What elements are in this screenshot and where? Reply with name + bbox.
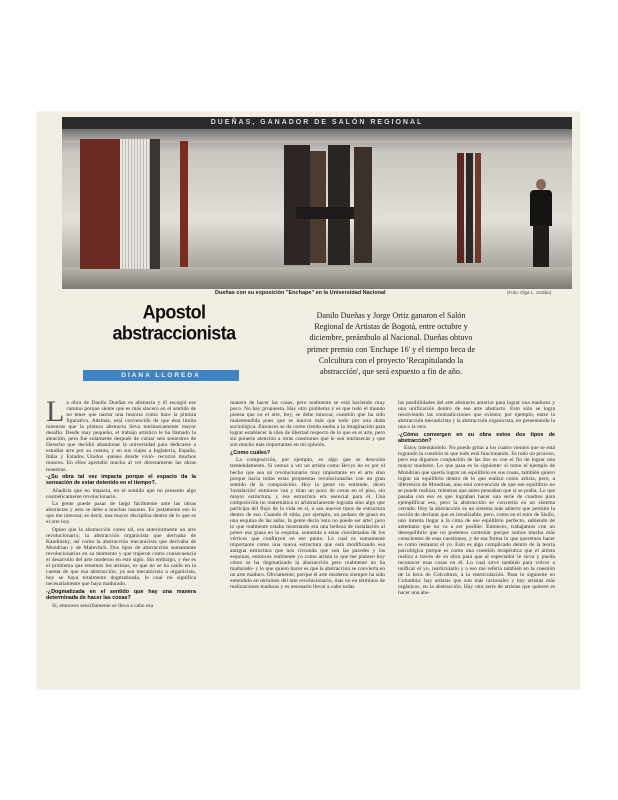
photo-caption: Dueñas con su exposición "Enchape" en la Universidad Nacional [215, 290, 386, 296]
deck-summary: Danilo Dueñas y Jorge Ortiz ganaron el Salón Regional de Artistas de Bogotá, entre octubre y diciembre, preámbulo al Nacional. Dueñas obtuvo primer premio con 'Enchape 16' y el tiempo beca de Colcultura con el proyecto 'Recapitulando la abstracción', que será expuesto a fin de año. [306, 311, 476, 377]
column-1 [46, 400, 196, 688]
artwork-right-strip-3 [475, 153, 481, 263]
paragraph: La gente puede pasar de largo fácilmente ante las obras abstractas y esto se debe a muchas razones. Es justamente eso lo que me interesa; es decir, una mayor disciplina dentro de lo que es el arte hoy. [46, 501, 196, 526]
artwork-white-panel [120, 139, 150, 269]
artist-legs [533, 225, 549, 267]
headline-line-2: abstraccionista [112, 321, 236, 344]
paragraph: Añadiría que no impacta, en el sentido que no presento algo cosméticamente revolucionario. [46, 487, 196, 500]
paragraph [46, 400, 196, 473]
column-3 [398, 400, 555, 688]
drop-cap: L [46, 400, 65, 428]
paragraph: Opino que la abstracción como tal, era anteriormente un arte revolucionario; la abstracción organicista que derivaba de Kandinsky, así como la abstracción mecanicista que derivaba de Mondrian y de Malevitch. Dos tipos de abstracción sumamente revolucionarios en su momento y que trajeron como consecuencia el desarrollo del arte moderno en este siglo. Sin embargo, y ése es el problema que tenemos los artistas, es que no se ha caído en la cuenta de que esa abstracción, ya sea mecanicista u organicista, hoy se haya totalmente dogmatizada, lo cual no significa necesariamente que haya madurado. [46, 526, 196, 588]
artwork-right-strip-2 [466, 153, 473, 263]
photo-credit: (Foto: Olga L. Jordán) [507, 290, 552, 295]
interview-question: -¿Cómo convergen en su obra estos dos tipos de abstracción? [398, 431, 555, 444]
artist-body [530, 190, 552, 226]
headline [99, 302, 249, 344]
paragraph: las posibilidades del arte abstracto anterior para lograr una madurez y una unificación dentro de ese arte abstracto. Esto sólo se logra resolviendo las contradicciones que existen; por ejemplo, entre la abstracción mecanicista y la abstracción organicista, no presentando la una o la otra. [398, 400, 555, 431]
artwork-right-strip-1 [457, 153, 464, 263]
artwork-center-dark-3 [328, 145, 350, 265]
interview-question: -¿Su obra tal vez impacta porque el espacio da la sensación de estar detenido en el tiempo?. [46, 474, 196, 487]
newspaper-clipping [37, 112, 580, 689]
interview-question: -¿Dogmatizada en el sentido que hay una manera determinada de hacer las cosas? [46, 588, 196, 601]
artist-head [536, 179, 546, 190]
artwork-center-dark-4 [354, 147, 372, 263]
paragraph-text: a obra de Danilo Dueñas es abstracta y él escogió ese camino porque siente que es más sincero en el sentido de no tener que narrar una historia como hace la pintura figurativa. Además, está convencido de que ésta limita mientras que la pintura abstracta lleva intrínsecamente mayor desafío. Desde muy pequeño, el trabajo artístico le ha llamado la atención, pero fue solamente después de cursar seis semestres de Derecho que decidió abandonar la universidad para dedicarse a estudiar arte por su cuenta, y en sus viajes a Inglaterra, España, Italia y Estados Unidos -países donde vivió- recorrió muchos museos. En ellos aprendió mucho al ver directamente las obras maestras. [46, 400, 196, 473]
photo-banner: DUEÑAS, GANADOR DE SALÓN REGIONAL [62, 117, 572, 129]
paragraph: Sí, entonces sencillamente se lleva a cabo esa [52, 602, 154, 609]
interview-question: ¿Como cuáles? [230, 449, 271, 456]
paragraph: La composición, por ejemplo, es algo que se descuida tremendamente. Si vamos a ver un artista como Bevys no es por el hecho que sea un revolucionario muy importante en el arte sino porque hacía todas estas propuestas revolucionarias con un gran sentido de la composición. Hoy la gente no entiende, dicen 'instalación' entonces van y tiran un poco de cosas en el piso, sin mayor estructura, y esa estructura era esencial para él. Una composición no matemática ni arbitrariamente lograda sino algo que participa del flujo de la vida en sí, o sea nuevos tipos de estructura dentro de eso. Cuando él sitúa, por ejemplo, un pedazo de grasa en una esquina de las aulas, la gente decía 'esto no puede ser arte'; pero lo que realmente estaba mostrando era una belleza de instalación al poner esa grasa en la esquina, sometida a estas coordenadas de los vértices que confluyen en ese punto. Lo cual es sumamente importante como una nueva estructura que está modificando esa antigua estructura que nos circunda que son las paredes y las esquinas, entonces realmente yo como artista lo que me planteo hoy cómo se ha dogmatizado la abstracción pero realmente no ha madurado- y lo que quiero hacer es que la abstracción se convierta en un arte maduro. Obviamente; porque el arte moderno siempre ha sido entendido en términos del arte revolucionario, mas no en términos de realizaciones maduras y es necesario llevar a cabo todas [230, 457, 385, 591]
paragraph: manera de hacer las cosas, pero realmente se está haciendo muy poco. No hay propuesta. Hay otro problema y es que todo el mundo piensa que en el arte, hoy, se debe innovar, cuestión que ha sido malentendida pues que se innova más que todo por una duda sociológica. Entonces se da como rienda suelta a la imaginación para lograr establecer la idea de libertad respecto de lo que es el arte, pero sin ponerle atención a otras cuestiones que le son intrínsecas y que son mucho más importantes en mi opinión. [230, 400, 385, 449]
artwork-red-panel [80, 139, 120, 269]
byline: DIANA LLOREDA [83, 370, 239, 381]
artwork-tall-red-strip [180, 141, 188, 267]
artwork-dark-strip [150, 139, 160, 269]
gallery-floor [62, 267, 572, 289]
paragraph: Estoy intentándolo. No puedo gritar a los cuatro vientos que se está logrando la cuestión ni que todo está funcionando. Es todo un proceso, pero esa digamos conjunción de las dos es con el fin de lograr una mayor madurez. Lo que pasa es lo siguiente: si tomo el ejemplo de Mondrian que quería lograr un equilibrio en sus cosas, también quiero lograr un equilibrio dentro de lo que realizo como artista, pero, a diferencia de Mondrian, uno está convencido de que ese equilibrio no se puede realizar, mientras que antes pensaban que sí se podía. Lo que pasaba con eso es que lograban hacer una serie de cuadros para ejemplificar eso, pero la abstracción se convertía en un sistema cerrado. Hoy la abstracción es un sistema más abierto que permite la noción de declarar que es irrealizable, pero, como en el mito de Sisifo, uno intenta llegar a la cima de ese equilibrio perfecto, sabiendo de antemano que no va a ser posible. Entonces, trabajamos con un desequilibrio que no podemos controlar porque somos mucho más conscientes de esas cuestiones, y de esa forma lo que queremos hacer es como restaurar el yo. Esto es algo complicado dentro de la teoría psicológica porque es como una cuestión terapéutica que el artista realiza a través de su obra para que al espectador le sirva y pueda reconocer esas cosas en él. Lo cual sirve también para volver a unificar el yo, rearticularlo y a eso me refería también en la cuestión de la beca de Colcultura, a la rearticulación. Pasa lo siguiente en Colombia: hay artistas que son más racionales y hay artistas más orgánicos, en la abstracción. Hay otra serie de artistas que quieren es hacer una abs- [398, 445, 555, 597]
headline-line-1: Apostol [142, 301, 206, 323]
artwork-center-dark-1 [284, 145, 310, 265]
exhibition-photo [62, 117, 572, 289]
column-2 [230, 400, 385, 688]
